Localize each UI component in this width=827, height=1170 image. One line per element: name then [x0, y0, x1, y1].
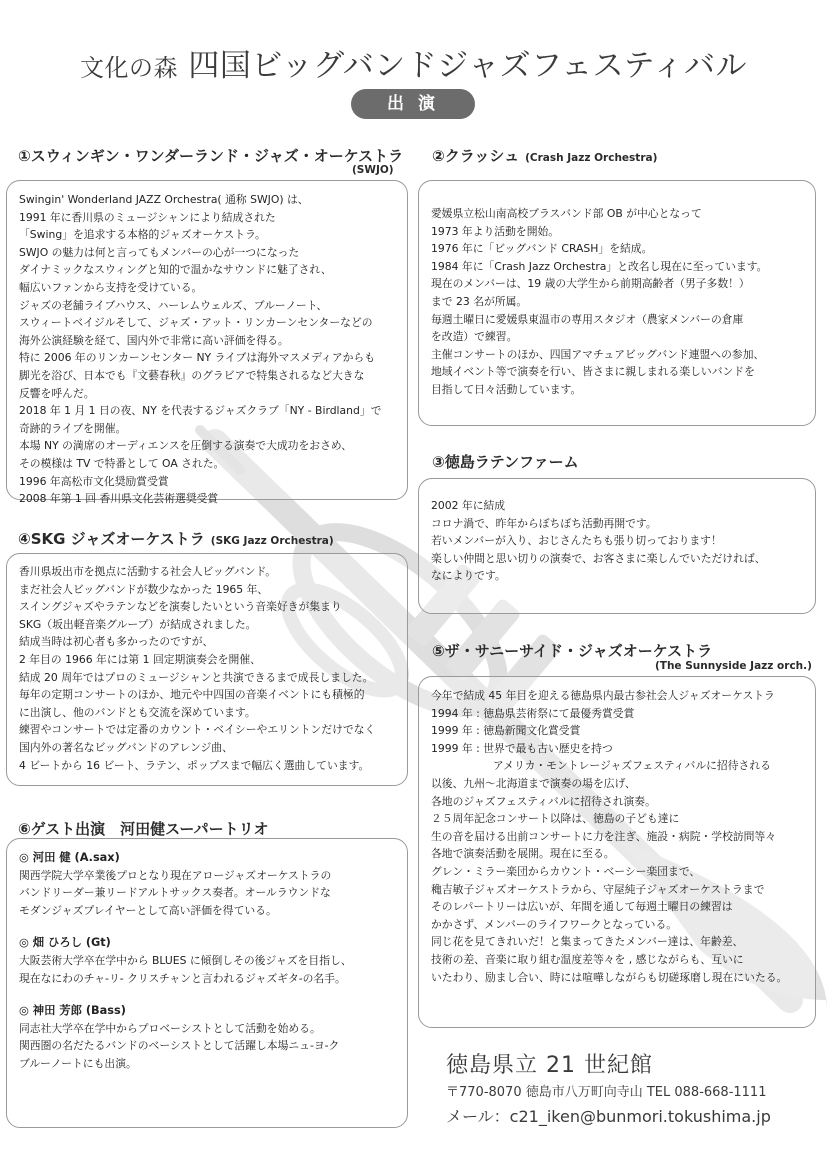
text-line: 幅広いファンから支持を受けている。	[19, 280, 203, 294]
text-line: に出演し、他のバンドとも交流を深めています。	[19, 705, 256, 719]
text-line: ブルーノートにも出演。	[19, 1056, 137, 1070]
text-line: グレン・ミラー楽団からカウント・ベーシー楽団まで、	[431, 864, 701, 878]
text-line: 奇跡的ライブを開催。	[19, 421, 127, 435]
text-line: そのレパートリーは広いが、年間を通して毎週土曜日の練習は	[431, 900, 733, 914]
text-line: 1994 年 : 徳島県芸術祭にて最優秀賞受賞	[431, 706, 635, 720]
section-3-box	[418, 478, 816, 614]
section-2-box	[418, 180, 816, 426]
text-line: 結成 20 周年ではプロのミュージシャンと共演できるまで成長しました。	[19, 670, 374, 684]
text-line: 若いメンバーが入り、おじさんたちも張り切っております！	[431, 534, 722, 548]
text-line: モダンジャズプレイヤーとして高い評価を得ている。	[19, 903, 277, 917]
text-line: Swingin' Wonderland JAZZ Orchestra( 通称 SWJO) は、	[19, 193, 309, 206]
text-line: 1996 年高松市文化奨励賞受賞	[19, 474, 169, 488]
section-4-title: ④SKG ジャズオーケストラ	[18, 530, 205, 548]
section-1-sub: (SWJO)	[352, 164, 394, 176]
section-2-heading	[432, 145, 657, 166]
text-line: スウィートベイジルそして、ジャズ・アット・リンカーンセンターなどの	[19, 316, 373, 330]
text-line: 1999 年 : 世界で最も古い歴史を持つ	[431, 741, 613, 755]
text-line: ２５周年記念コンサート以降は、徳島の子ども達に	[431, 812, 680, 826]
section-1-box	[6, 180, 408, 506]
text-line: SKG（坂出軽音楽グループ）が結成されました。	[19, 617, 257, 631]
text-line: まだ社会人ビッグバンドが数少なかった 1965 年、	[19, 582, 269, 596]
text-line: 1984 年に「Crash Jazz Orchestra」と改名し現在に至っています。	[431, 259, 768, 273]
text-line: 各地のジャズフェスティバルに招待され演奏。	[431, 794, 656, 808]
text-line: を改造）で練習。	[431, 330, 518, 344]
text-line: 以後、九州～北海道まで演奏の場を広げ、	[431, 776, 636, 790]
member-name: ◎ 河田 健 (A.sax)	[19, 851, 120, 864]
text-line: 2008 年第 1 回 香川県文化芸術選奨受賞	[19, 492, 219, 506]
text-line: その模様は TV で特番として OA された。	[19, 456, 225, 470]
text-line: 海外公演経験を経て、国内外で非常に高い評価を得る。	[19, 333, 289, 347]
text-line: 技術の差、音楽に取り組む温度差等々を , 感じながらも、互いに	[431, 952, 744, 966]
text-line: 今年で結成 45 年目を迎える徳島県内最古参社会人ジャズオーケストラ	[431, 689, 775, 702]
text-line: まで 23 名が所属。	[431, 294, 528, 308]
text-line: 楽しい仲間と思い切りの演奏で、お客さまに楽しんでいただければ、	[431, 551, 766, 565]
text-line: スイングジャズやラテンなどを演奏したいという音楽好きが集まり	[19, 600, 342, 614]
text-line: 1976 年に「ビッグバンド CRASH」を結成。	[431, 242, 653, 256]
text-line: 2002 年に結成	[431, 499, 506, 512]
section-5-sub: (The Sunnyside Jazz orch.)	[655, 660, 812, 672]
text-line: アメリカ・モントレージャズフェスティバルに招待される	[493, 759, 771, 773]
text-line: 毎週土曜日に愛媛県東温市の専用スタジオ（農家メンバーの倉庫	[431, 312, 744, 326]
text-line: 2 年目の 1966 年には第 1 回定期演奏会を開催、	[19, 652, 261, 666]
text-line: 「Swing」を追求する本格的ジャズオーケストラ。	[19, 228, 266, 242]
venue-mail: メール：c21_iken@bunmori.tokushima.jp	[446, 1107, 771, 1126]
text-line: 同志社大学卒在学中からプロベーシストとして活動を始める。	[19, 1021, 321, 1035]
section-4-sub: (SKG Jazz Orchestra)	[210, 535, 334, 547]
section-5-box	[418, 676, 816, 1028]
section-3-heading: ③徳島ラテンファーム	[432, 453, 579, 471]
text-line: 各地で演奏活動を展開。現在に至る。	[431, 847, 615, 861]
text-line: 主催コンサートのほか、四国アマチュアビッグバンド連盟への参加、	[431, 347, 765, 361]
title-main: 四国ビッグバンドジャズフェスティバル	[188, 48, 747, 84]
text-line: 本場 NY の満席のオーディエンスを圧倒する演奏で大成功をおさめ、	[19, 439, 353, 453]
text-line: 地域イベント等で演奏を行い、皆さまに親しまれる楽しいバンドを	[431, 365, 755, 379]
section-4-heading	[18, 528, 334, 549]
text-line: 同じ花を見てきれいだ！と集まってきたメンバー達は、年齢差、	[431, 935, 744, 949]
text-line: 国内外の著名なビッグバンドのアレンジ曲、	[19, 740, 233, 754]
text-line: ダイナミックなスウィングと知的で温かなサウンドに魅了され、	[19, 263, 332, 277]
venue-name: 徳島県立 21 世紀館	[446, 1053, 653, 1078]
text-line: 2018 年 1 月 1 日の夜、NY を代表するジャズクラブ「NY - Birdland」で	[19, 404, 382, 418]
text-line: 現在のメンバーは、19 歳の大学生から前期高齢者（男子多数！）	[431, 277, 750, 291]
section-2-sub: (Crash Jazz Orchestra)	[525, 152, 658, 164]
text-line: 生の音を届ける出前コンサートに力を注ぎ、施設・病院・学校訪問等々	[431, 829, 777, 843]
text-line: 穐吉敏子ジャズオーケストラから、守屋純子ジャズオーケストラまで	[431, 882, 765, 896]
text-line: なによりです。	[431, 569, 506, 583]
title-prefix: 文化の森	[80, 54, 178, 82]
section-2-title: ②クラッシュ	[432, 147, 520, 165]
text-line: いたわり、励まし合い、時には喧嘩しながらも切磋琢磨し現在にいたる。	[431, 970, 788, 984]
text-line: ジャズの老舗ライブハウス、ハーレムウェルズ、ブルーノート、	[19, 298, 328, 312]
section-5-heading: ⑤ザ・サニーサイド・ジャズオーケストラ	[432, 642, 713, 660]
text-line: 関西圏の名だたるバンドのベーシストとして活躍し本場ニュ-ヨ-ク	[19, 1039, 340, 1053]
text-line: コロナ渦で、昨年からぼちぼち活動再開です。	[431, 516, 657, 530]
text-line: 結成当時は初心者も多かったのですが、	[19, 635, 214, 649]
text-line: 1973 年より活動を開始。	[431, 224, 560, 238]
section-1-heading: ①スウィンギン・ワンダーランド・ジャズ・オーケストラ	[18, 147, 404, 165]
section-4-box	[6, 553, 408, 786]
text-line: 1991 年に香川県のミュージシャンにより結成された	[19, 210, 276, 224]
text-line: バンドリーダー兼リードアルトサックス奏者。オールラウンドな	[19, 886, 331, 900]
text-line: 愛媛県立松山南高校ブラスバンド部 OB が中心となって	[431, 207, 702, 220]
text-line: SWJO の魅力は何と言ってもメンバーの心が一つになった	[19, 245, 300, 259]
text-line: 関西学院大学卒業後プロとなり現在アロージャズオーケストラの	[19, 868, 332, 882]
text-line: 反響を呼んだ。	[19, 386, 95, 400]
venue-address: 〒770-8070 徳島市八万町向寺山 TEL 088-668-1111	[446, 1085, 767, 1100]
member-name: ◎ 畑 ひろし (Gt)	[19, 936, 111, 950]
performers-badge: 出 演	[351, 89, 475, 119]
text-line: 香川県坂出市を拠点に活動する社会人ビッグバンド。	[19, 565, 277, 578]
text-line: 脚光を浴び、日本でも『文藝春秋』のグラビアで特集されるなど大きな	[19, 368, 365, 382]
text-line: 特に 2006 年のリンカーンセンター NY ライブは海外マスメディアからも	[19, 351, 376, 365]
text-line: 現在なにわのチャ-リ- クリスチャンと言われるジャズギタ-の名手。	[19, 971, 346, 985]
text-line: 4 ビートから 16 ビート、ラテン、ポップスまで幅広く選曲しています。	[19, 758, 370, 772]
text-line: 毎年の定期コンサートのほか、地元や中四国の音楽イベントにも積極的	[19, 688, 365, 702]
section-6-heading: ⑥ゲスト出演 河田健スーパートリオ	[18, 820, 269, 838]
text-line: 目指して日々活動しています。	[431, 382, 582, 396]
spacer	[19, 919, 397, 934]
text-line: 練習やコンサートでは定番のカウント・ベイシーやエリントンだけでなく	[19, 723, 376, 737]
member-name: ◎ 神田 芳郎 (Bass)	[19, 1004, 126, 1018]
text-line: 1999 年 : 徳島新聞文化賞受賞	[431, 724, 581, 738]
text-line: かかさず、メンバーのライフワークとなっている。	[431, 917, 678, 931]
section-6-box	[6, 838, 408, 1128]
spacer	[19, 987, 397, 1002]
page-title	[0, 40, 827, 85]
text-line: 大阪芸術大学卒在学中から BLUES に傾倒しその後ジャズを目指し、	[19, 953, 352, 967]
